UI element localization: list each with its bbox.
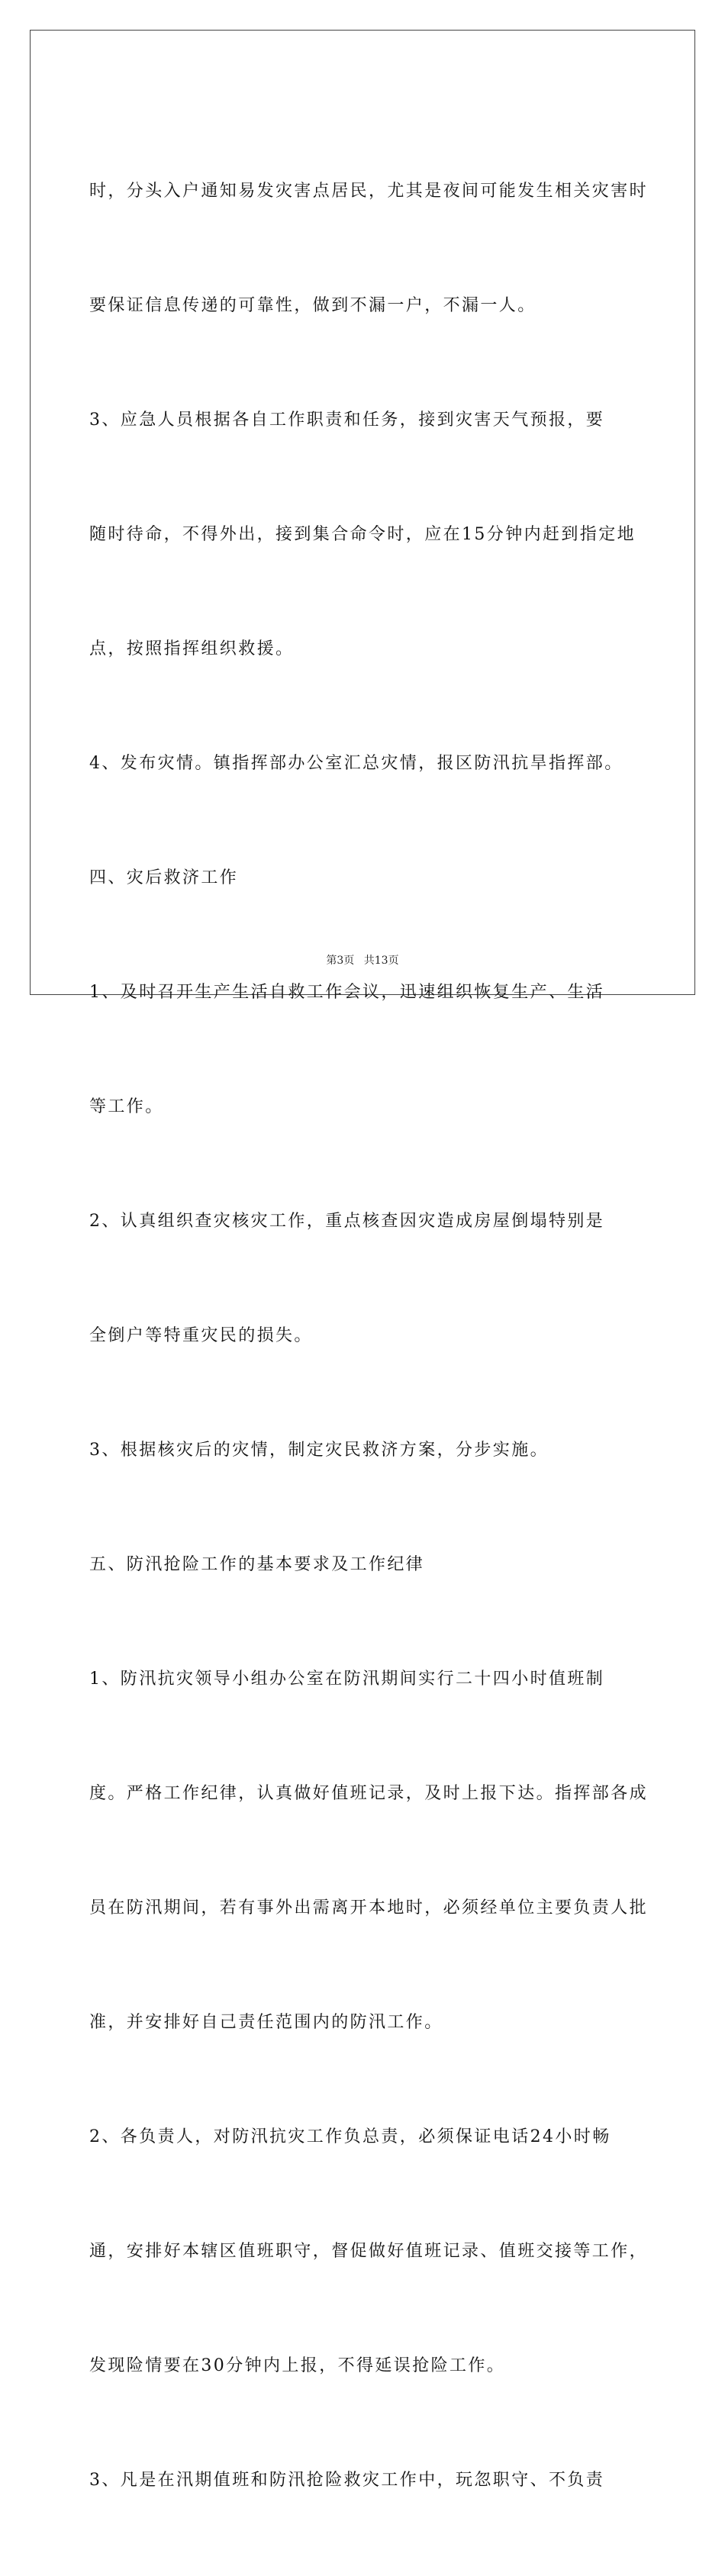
text-line: 发现险情要在30分钟内上报，不得延误抢险工作。 (89, 2356, 506, 2375)
text-line: 准，并安排好自己责任范围内的防汛工作。 (89, 2013, 443, 2032)
text-line: 要保证信息传递的可靠性，做到不漏一户，不漏一人。 (89, 296, 536, 315)
text-line: 员在防汛期间，若有事外出需离开本地时，必须经单位主要负责人批 (89, 1898, 649, 1918)
text-line: 2、认真组织查灾核灾工作，重点核查因灾造成房屋倒塌特别是 (89, 1212, 605, 1231)
text-line: 度。严格工作纪律，认真做好值班记录，及时上报下达。指挥部各成 (89, 1784, 649, 1803)
page-footer (0, 952, 725, 968)
text-line: 时，分头入户通知易发灾害点居民，尤其是夜间可能发生相关灾害时 (89, 182, 649, 201)
text-line: 通，安排好本辖区值班职守，督促做好值班记录、值班交接等工作， (89, 2242, 649, 2261)
text-line: 3、应急人员根据各自工作职责和任务，接到灾害天气预报，要 (89, 411, 605, 430)
section-heading: 四、灾后救济工作 (89, 868, 239, 887)
text-block (89, 96, 649, 2576)
text-line: 1、及时召开生产生活自救工作会议，迅速组织恢复生产、生活 (89, 983, 605, 1002)
text-line: 1、防汛抗灾领导小组办公室在防汛期间实行二十四小时值班制 (89, 1670, 605, 1689)
document-body (89, 96, 649, 2576)
text-line: 3、凡是在汛期值班和防汛抢险救灾工作中，玩忽职守、不负责 (89, 2471, 605, 2490)
text-line: 全倒户等特重灾民的损失。 (89, 1326, 313, 1345)
text-line: 点，按照指挥组织救援。 (89, 639, 295, 658)
text-line: 随时待命，不得外出，接到集合命令时，应在15分钟内赶到指定地 (89, 525, 636, 544)
text-line: 2、各负责人，对防汛抗灾工作负总责，必须保证电话24小时畅 (89, 2127, 611, 2146)
page-total: 共13页 (363, 955, 399, 967)
section-heading: 五、防汛抢险工作的基本要求及工作纪律 (89, 1555, 425, 1574)
text-line: 等工作。 (89, 1097, 164, 1116)
page-number: 第3页 (326, 955, 355, 967)
text-line: 4、发布灾情。镇指挥部办公室汇总灾情，报区防汛抗旱指挥部。 (89, 754, 624, 773)
text-line: 3、根据核灾后的灾情，制定灾民救济方案，分步实施。 (89, 1441, 549, 1460)
